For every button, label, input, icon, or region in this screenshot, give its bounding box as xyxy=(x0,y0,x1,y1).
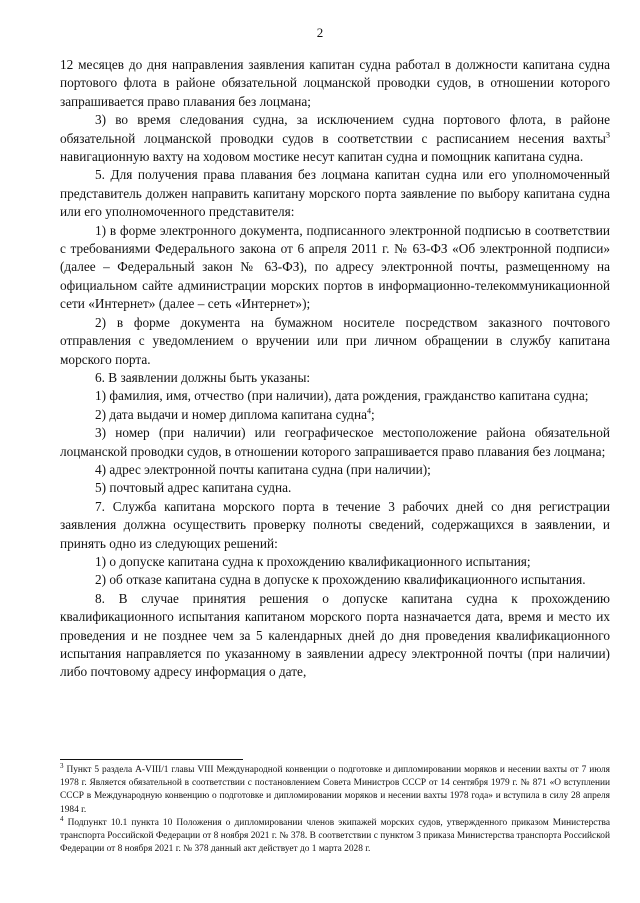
footnote-ref: 4 xyxy=(366,406,371,416)
paragraph-text: 3) номер (при наличии) или географическое местоположение района обязательной лоцманской проводки судов, в отношении которого запрашивается право плавания без лоцмана; xyxy=(60,425,610,459)
paragraph-text: 8. В случае принятия решения о допуске капитана судна к прохождению квалификационного испытания капитаном морского порта назначается дата, время и место их проведения и не позднее чем за 5 календарных дней до дня проведения квалификационного испытания направляется по указанному в заявлении адресу электронной почты (при наличии) либо почтовому адресу информация о дате, xyxy=(60,590,610,680)
paragraph-text: 1) в форме электронного документа, подписанного электронной подписью в соответствии с требованиями Федерального закона от 6 апреля 2011 г. № 63-ФЗ «Об электронной подписи» (далее – Федеральный закон № 63-ФЗ), по адресу электронной почты, размещенному на официальном сайте администрации морских портов в информационно-телекоммуникационной сети «Интернет» (далее – сеть «Интернет»); xyxy=(60,222,610,312)
paragraph-text: навигационную вахту на ходовом мостике несут капитан судна и помощник капитана судна. xyxy=(60,149,584,165)
paragraph-text: 6. В заявлении должны быть указаны: xyxy=(95,369,311,385)
document-body xyxy=(60,56,610,682)
paragraph-text: 5. Для получения права плавания без лоцмана капитан судна или его уполномоченный представитель должен направить капитану морского порта заявление по выбору капитана судна или его уполномоченного представителя: xyxy=(60,167,610,220)
paragraph xyxy=(60,571,610,589)
paragraph-text: 2) в форме документа на бумажном носителе посредством заказного почтового отправления с уведомлением о вручении или при личном обращении в службу капитана морского порта. xyxy=(60,314,610,367)
paragraph-text: 4) адрес электронной почты капитана судна (при наличии); xyxy=(95,461,431,477)
footnotes xyxy=(60,761,610,856)
paragraph xyxy=(60,56,610,111)
paragraph-text: 1) о допуске капитана судна к прохождению квалификационного испытания; xyxy=(95,553,531,569)
paragraph-text: ; xyxy=(370,406,375,422)
paragraph-text: 7. Служба капитана морского порта в течение 3 рабочих дней со дня регистрации заявления должна осуществить проверку полноты сведений, содержащихся в заявлении, и принять одно из следующих решений: xyxy=(60,498,610,551)
footnote-ref: 3 xyxy=(606,130,610,140)
footnote-mark: 4 xyxy=(60,814,64,823)
paragraph-text: 3) во время следования судна, за исключением судна портового флота, в районе обязательной лоцманской проводки судов в соответствии с расписанием несения вахты xyxy=(60,112,610,146)
paragraph xyxy=(60,590,610,682)
paragraph xyxy=(60,166,610,221)
paragraph xyxy=(60,111,610,166)
page-number: 2 xyxy=(316,25,324,40)
paragraph xyxy=(60,369,610,387)
footnote-text: Подпункт 10.1 пункта 10 Положения о дипломировании членов экипажей морских судов, утвержденного приказом Министерства транспорта Российской Федерации от 8 ноября 2021 г. № 378. В соответствии с пунктом 3 приказа Министерства транспорта Российской Федерации от 8 ноября 2021 г. № 378 данный акт действует до 1 марта 2028 г. xyxy=(60,817,610,855)
paragraph xyxy=(60,387,610,405)
paragraph-text: 1) фамилия, имя, отчество (при наличии), дата рождения, гражданство капитана судна; xyxy=(95,388,589,404)
footnote xyxy=(60,814,610,857)
paragraph xyxy=(60,222,610,314)
paragraph-text: 2) дата выдачи и номер диплома капитана судна xyxy=(95,406,367,422)
footnote-divider xyxy=(60,759,243,760)
paragraph xyxy=(60,553,610,571)
paragraph-text: 5) почтовый адрес капитана судна. xyxy=(95,480,292,496)
paragraph xyxy=(60,461,610,479)
paragraph xyxy=(60,406,610,424)
paragraph-text: 2) об отказе капитана судна в допуске к прохождению квалификационного испытания. xyxy=(95,572,586,588)
footnote-mark: 3 xyxy=(60,761,64,770)
footnote xyxy=(60,761,610,817)
paragraph xyxy=(60,314,610,369)
paragraph xyxy=(60,424,610,461)
paragraph xyxy=(60,479,610,497)
footnote-text: Пункт 5 раздела A-VIII/1 главы VIII Международной конвенции о подготовке и дипломировании моряков и несении вахты от 7 июля 1978 г. Является обязательной в соответствии с постановлением Совета Министров СССР от 14 сентября 1979 г. № 871 «О вступлении СССР в Международную конвенцию о подготовке и дипломировании моряков и несении вахты 1978 года» и вступила в силу 28 апреля 1984 г. xyxy=(60,765,610,815)
paragraph xyxy=(60,498,610,553)
paragraph-text: 12 месяцев до дня направления заявления капитан судна работал в должности капитана судна портового флота в районе обязательной лоцманской проводки судов, в отношении которого запрашивается право плавания без лоцмана; xyxy=(60,57,610,109)
